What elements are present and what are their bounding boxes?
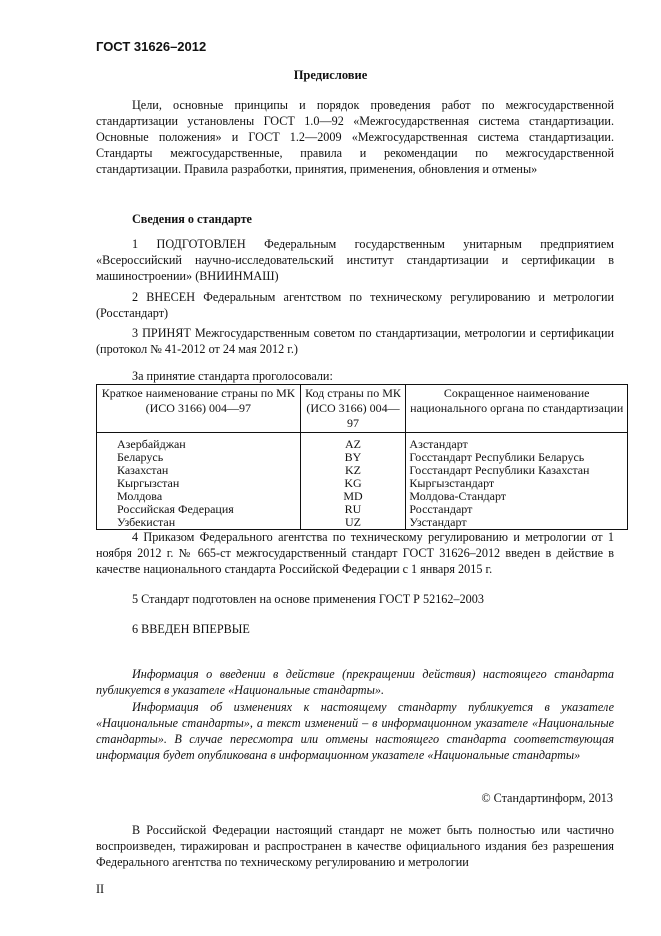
header-code: Код страны по МК (ИСО 3166) 004—97 bbox=[300, 385, 406, 433]
vote-caption: За принятие стандарта проголосовали: bbox=[132, 369, 333, 383]
table-row bbox=[97, 516, 628, 530]
code-cell: KG bbox=[300, 477, 406, 490]
country-cell: Узбекистан bbox=[97, 516, 301, 530]
notice-paragraph-1: Информация о введении в действие (прекращении действия) настоящего стандарта публикуется в указателе «Национальные стандарты». bbox=[96, 667, 614, 697]
page-number: II bbox=[96, 882, 105, 896]
national-body-cell: Молдова-Стандарт bbox=[406, 490, 628, 503]
table-row bbox=[97, 433, 628, 452]
item-4-paragraph: 4 Приказом Федерального агентства по техническому регулированию и метрологии от 1 ноября 2012 г. № 665-ст межгосударственный стандарт ГОСТ 31626–2012 введен в действие в качестве национального стандарта Российской Федерации с 1 января 2015 г. bbox=[96, 530, 614, 576]
vote-table bbox=[96, 384, 628, 530]
national-body-cell: Азстандарт bbox=[406, 433, 628, 452]
code-cell: MD bbox=[300, 490, 406, 503]
header-country: Краткое наименование страны по МК (ИСО 3166) 004—97 bbox=[97, 385, 301, 433]
vote-table-header-row bbox=[97, 385, 628, 433]
code-cell: BY bbox=[300, 451, 406, 464]
national-body-cell: Росстандарт bbox=[406, 503, 628, 516]
country-cell: Кыргызстан bbox=[97, 477, 301, 490]
document-code-header: ГОСТ 31626–2012 bbox=[96, 39, 207, 54]
code-cell: UZ bbox=[300, 516, 406, 530]
code-cell: RU bbox=[300, 503, 406, 516]
item-3-paragraph: 3 ПРИНЯТ Межгосударственным советом по стандартизации, метрологии и сертификации (протокол № 41-2012 от 24 мая 2012 г.) bbox=[96, 326, 614, 356]
national-body-cell: Госстандарт Республики Беларусь bbox=[406, 451, 628, 464]
item-1-paragraph: 1 ПОДГОТОВЛЕН Федеральным государственным унитарным предприятием «Всероссийский научно-исследовательский институт стандартизации и сертификации в машиностроении» (ВНИИНМАШ) bbox=[96, 237, 614, 283]
code-cell: KZ bbox=[300, 464, 406, 477]
header-national-body: Сокращенное наименование национального органа по стандартизации bbox=[406, 385, 628, 433]
national-body-cell: Кыргызстандарт bbox=[406, 477, 628, 490]
table-row bbox=[97, 503, 628, 516]
info-heading: Сведения о стандарте bbox=[132, 212, 252, 226]
code-cell: AZ bbox=[300, 433, 406, 452]
country-cell: Беларусь bbox=[97, 451, 301, 464]
item-2-paragraph: 2 ВНЕСЕН Федеральным агентством по техническому регулированию и метрологии (Росстандарт) bbox=[96, 290, 614, 320]
national-body-cell: Госстандарт Республики Казахстан bbox=[406, 464, 628, 477]
item-6-paragraph: 6 ВВЕДЕН ВПЕРВЫЕ bbox=[132, 622, 250, 636]
copyright-line: © Стандартинформ, 2013 bbox=[481, 791, 613, 805]
item-5-paragraph: 5 Стандарт подготовлен на основе применения ГОСТ Р 52162–2003 bbox=[132, 592, 484, 606]
section-title: Предисловие bbox=[293, 68, 368, 82]
legal-paragraph: В Российской Федерации настоящий стандарт не может быть полностью или частично воспроизведен, тиражирован и распространен в качестве официального издания без разрешения Федерального агентства по техническому регулированию и метрологии bbox=[96, 823, 614, 869]
notice-paragraph-2: Информация об изменениях к настоящему стандарту публикуется в указателе «Национальные стандарты», а текст изменений – в информационном указателе «Национальные стандарты». В случае пересмотра или отмены настоящего стандарта соответствующая информация будет опубликована в информационном указателе «Национальные стандарты» bbox=[96, 700, 614, 762]
country-cell: Молдова bbox=[97, 490, 301, 503]
intro-paragraph: Цели, основные принципы и порядок проведения работ по межгосударственной стандартизации установлены ГОСТ 1.0—92 «Межгосударственная система стандартизации. Основные положения» и ГОСТ 1.2—2009 «Межгосударственная система стандартизации. Стандарты межгосударственные, правила и рекомендации по межгосударственной стандартизации. Правила разработки, принятия, применения, обновления и отмены» bbox=[96, 98, 614, 176]
country-cell: Российская Федерация bbox=[97, 503, 301, 516]
country-cell: Казахстан bbox=[97, 464, 301, 477]
country-cell: Азербайджан bbox=[97, 433, 301, 452]
national-body-cell: Узстандарт bbox=[406, 516, 628, 530]
